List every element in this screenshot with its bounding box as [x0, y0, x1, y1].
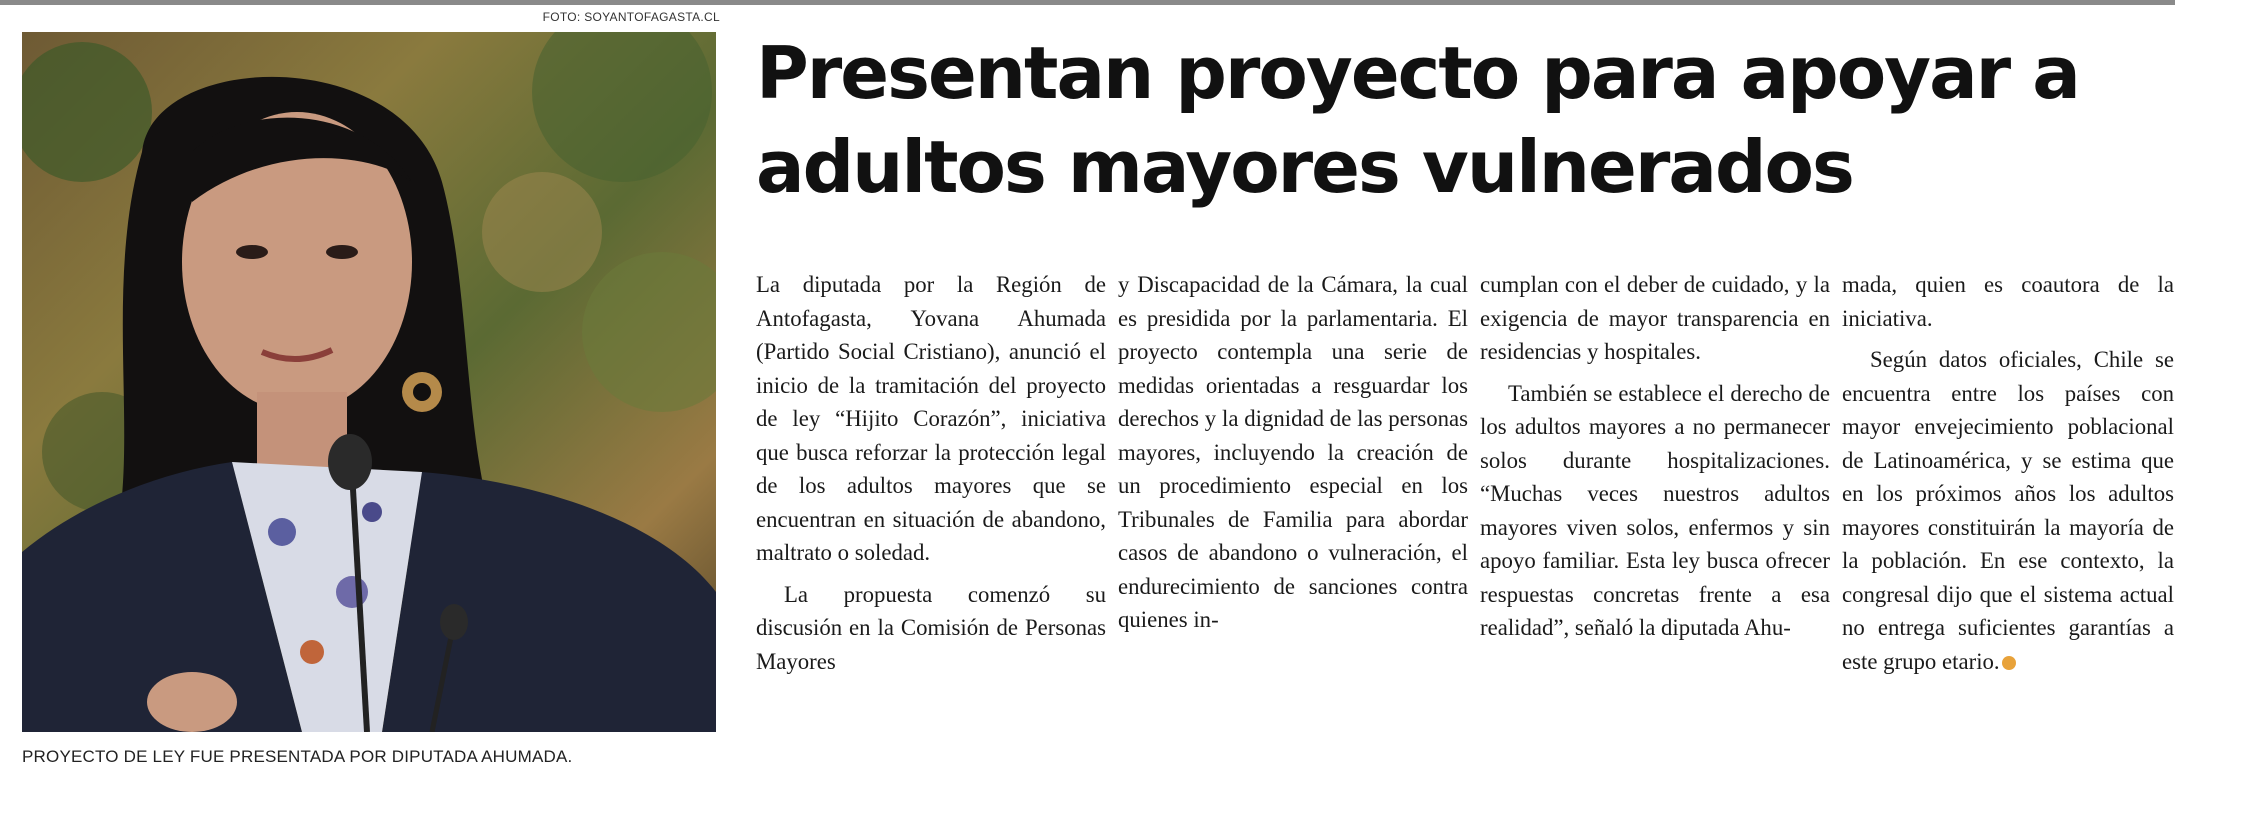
body-column-4 — [1842, 268, 2174, 678]
headline — [756, 26, 2176, 214]
article-photo — [22, 32, 716, 732]
body-column-3 — [1480, 268, 1830, 645]
closing-text: Según datos oficiales, Chile se encuentra entre los países con mayor envejecimiento poblacional de Latinoamérica, y se estima que en los próximos años los adultos mayores constituirán la mayoría de la población. En ese contexto, la congresal dijo que el sistema actual no entrega suficientes garantías a este grupo etario. — [1842, 347, 2174, 674]
top-rule — [0, 0, 2175, 5]
end-mark-icon — [2002, 656, 2016, 670]
paragraph — [1842, 343, 2174, 678]
paragraph: mada, quien es coautora de la iniciativa. — [1842, 272, 2174, 331]
paragraph: La diputada por la Región de Antofagasta, Yovana Ahumada (Partido Social Cristiano), anunció el inicio de la tramitación del proyecto de ley “Hijito Corazón”, iniciativa que busca reforzar la protección legal de los adultos mayores que se encuentran en situación de abandono, maltrato o soledad. — [756, 272, 1106, 565]
body-column-1 — [756, 268, 1106, 678]
paragraph: cumplan con el deber de cuidado, y la exigencia de mayor transparencia en residencias y hospitales. — [1480, 272, 1830, 364]
photo-credit: FOTO: SOYANTOFAGASTA.CL — [542, 10, 720, 24]
photo-caption: PROYECTO DE LEY FUE PRESENTADA POR DIPUTADA AHUMADA. — [22, 747, 573, 766]
paragraph: y Discapacidad de la Cámara, la cual es presidida por la parlamentaria. El proyecto contempla una serie de medidas orientadas a resguardar los derechos y la dignidad de las personas mayores, incluyendo la creación de un procedimiento especial en los Tribunales de Familia para abordar casos de abandono o vulneración, el endurecimiento de sanciones contra quienes in- — [1118, 272, 1468, 632]
paragraph: La propuesta comenzó su discusión en la Comisión de Personas Mayores — [756, 581, 1106, 674]
paragraph: También se establece el derecho de los adultos mayores a no permanecer solos durante hospitalizaciones. “Muchas veces nuestros adultos mayores viven solos, enfermos y sin apoyo familiar. Esta ley busca ofrecer respuestas concretas frente a esa realidad”, señaló la diputada Ahu- — [1480, 380, 1830, 640]
headline-line-1: Presentan proyecto para apoyar a — [756, 31, 2079, 115]
body-column-2 — [1118, 268, 1468, 637]
headline-line-2: adultos mayores vulnerados — [756, 125, 1853, 209]
